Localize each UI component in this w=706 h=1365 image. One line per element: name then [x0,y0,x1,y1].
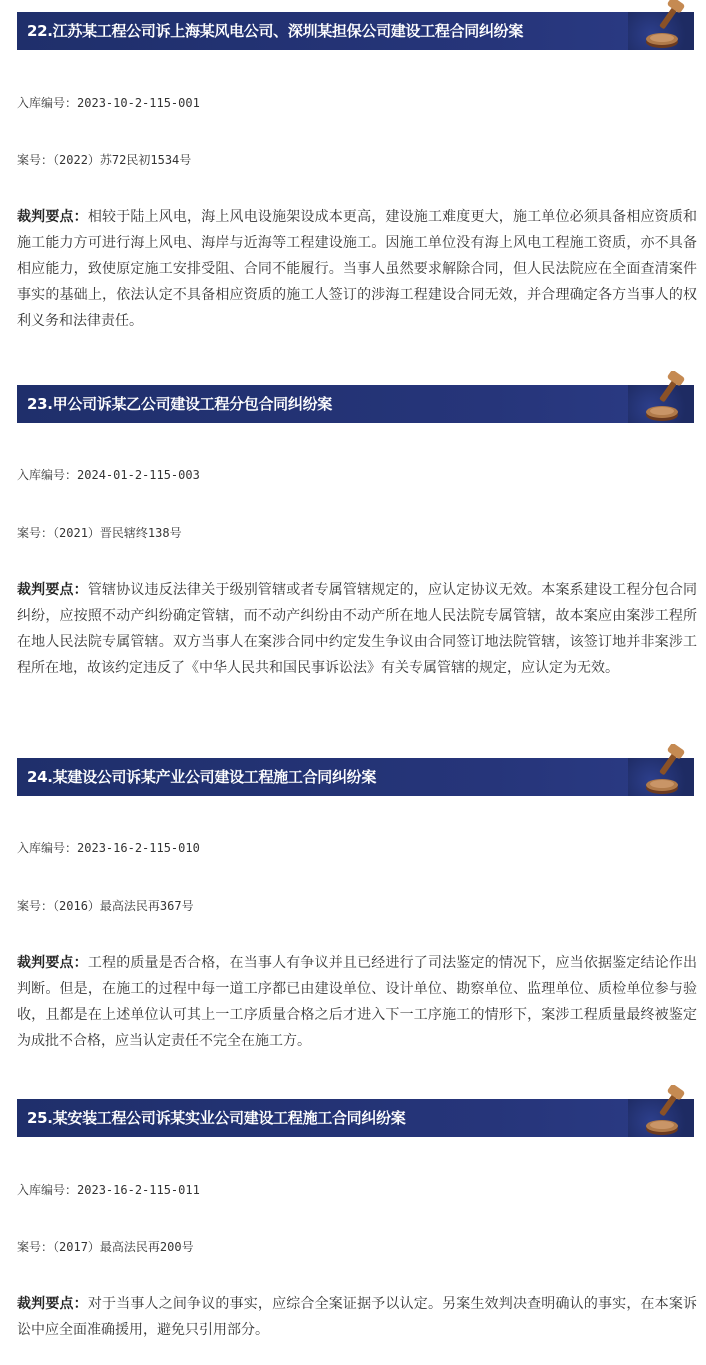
judgment-gist [17,204,697,334]
judgment-gist-label: 裁判要点： [17,209,88,225]
case-title: 25.某安装工程公司诉某实业公司建设工程施工合同纠纷案 [27,1109,406,1127]
entry-number-label: 入库编号： [17,1183,78,1197]
entry-number-value: 2023-10-2-115-001 [77,96,200,110]
docket-number-label: 案号： [17,1240,54,1254]
entry-number-value: 2024-01-2-115-003 [77,468,200,482]
entry-number [17,1181,200,1198]
entry-number-value: 2023-16-2-115-010 [77,841,200,855]
judgment-gist-text: 相较于陆上风电，海上风电设施架设成本更高，建设施工难度更大，施工单位必须具备相应资质和施工能力方可进行海上风电、海岸与近海等工程建设施工。因施工单位没有海上风电工程施工资质，亦不具备相应能力，致使原定施工安排受阻、合同不能履行。当事人虽然要求解除合同，但人民法院应在全面查清案件事实的基础上，依法认定不具备相应资质的施工人签订的涉海工程建设合同无效，并合理确定各方当事人的权利义务和法律责任。 [17,209,698,329]
judgment-gist [17,1291,697,1343]
entry-number-value: 2023-16-2-115-011 [77,1183,200,1197]
docket-number-label: 案号： [17,153,54,167]
entry-number [17,466,200,483]
docket-number [17,1238,194,1255]
case-title: 24.某建设公司诉某产业公司建设工程施工合同纠纷案 [27,768,377,786]
judgment-gist-label: 裁判要点： [17,1296,88,1312]
docket-number-value: （2017）最高法民再200号 [53,1240,194,1254]
docket-number-label: 案号： [17,526,54,540]
entry-number [17,839,200,856]
docket-number [17,897,194,914]
docket-number-value: （2016）最高法民再367号 [53,899,194,913]
docket-number [17,524,182,541]
judgment-gist-label: 裁判要点： [17,955,88,971]
case-title-banner [17,1099,694,1137]
docket-number-value: （2022）苏72民初1534号 [53,153,192,167]
gavel-icon [628,1085,694,1141]
judgment-gist-text: 管辖协议违反法律关于级别管辖或者专属管辖规定的，应认定协议无效。本案系建设工程分包合同纠纷，应按照不动产纠纷确定管辖，而不动产纠纷由不动产所在地人民法院专属管辖，故本案应由案涉工程所在地人民法院专属管辖。双方当事人在案涉合同中约定发生争议由合同签订地法院管辖，该签订地并非案涉工程所在地，故该约定违反了《中华人民共和国民事诉讼法》有关专属管辖的规定，应认定为无效。 [17,582,698,676]
case-title-banner [17,385,694,423]
docket-number-label: 案号： [17,899,54,913]
entry-number-label: 入库编号： [17,96,78,110]
case-title: 22.江苏某工程公司诉上海某风电公司、深圳某担保公司建设工程合同纠纷案 [27,22,524,40]
case-title: 23.甲公司诉某乙公司建设工程分包合同纠纷案 [27,395,332,413]
gavel-icon [628,371,694,427]
judgment-gist [17,577,697,681]
case-title-banner [17,12,694,50]
gavel-icon [628,744,694,800]
judgment-gist [17,950,697,1054]
judgment-gist-text: 工程的质量是否合格，在当事人有争议并且已经进行了司法鉴定的情况下，应当依据鉴定结论作出判断。但是，在施工的过程中每一道工序都已由建设单位、设计单位、勘察单位、监理单位、质检单位参与验收，且都是在上述单位认可其上一工序质量合格之后才进入下一工序施工的情形下，案涉工程质量最终被鉴定为成批不合格，应当认定责任不完全在施工方。 [17,955,698,1049]
judgment-gist-text: 对于当事人之间争议的事实，应综合全案证据予以认定。另案生效判决查明确认的事实，在本案诉讼中应全面准确援用，避免只引用部分。 [17,1296,698,1338]
entry-number [17,94,200,111]
docket-number-value: （2021）晋民辖终138号 [53,526,182,540]
case-title-banner [17,758,694,796]
judgment-gist-label: 裁判要点： [17,582,88,598]
docket-number [17,151,191,168]
gavel-icon [628,0,694,54]
entry-number-label: 入库编号： [17,841,78,855]
entry-number-label: 入库编号： [17,468,78,482]
